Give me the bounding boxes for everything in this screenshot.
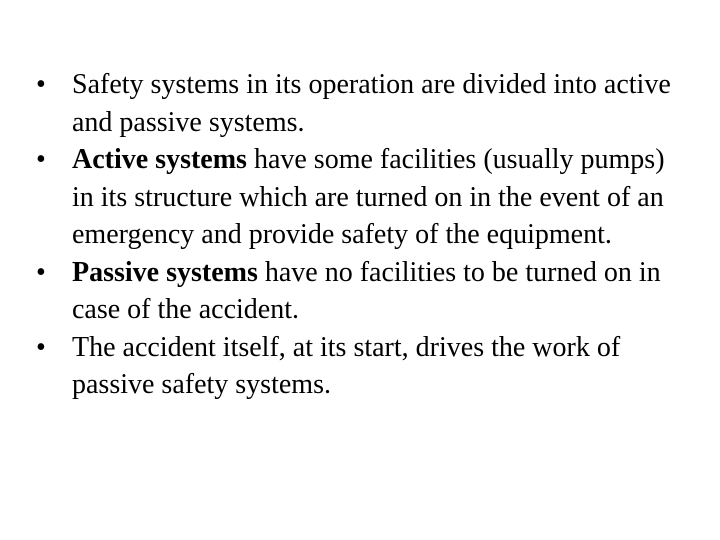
bullet-item	[36, 141, 686, 254]
bullet-bold-term: Active systems	[72, 144, 247, 175]
bullet-bold-term: Passive systems	[72, 256, 258, 288]
bullet-text: have no facilities to be turned on in case of the accident.	[72, 256, 661, 325]
bullet-item	[36, 254, 686, 329]
bullet-icon: •	[36, 256, 46, 288]
bullet-text: have some facilities (usually pumps) in its structure which are turned on in the event of an emergency and provide safety of the equipment.	[72, 144, 665, 250]
bullet-item	[36, 329, 686, 404]
bullet-icon: •	[36, 331, 46, 363]
bullet-item	[36, 66, 686, 141]
bullet-icon: •	[36, 144, 46, 175]
bullet-text: The accident itself, at its start, drives the work of passive safety systems.	[72, 331, 621, 400]
bullet-text: Safety systems in its operation are divided into active and passive systems.	[72, 69, 671, 138]
bullet-icon: •	[36, 69, 46, 100]
bullet-list	[36, 66, 686, 404]
